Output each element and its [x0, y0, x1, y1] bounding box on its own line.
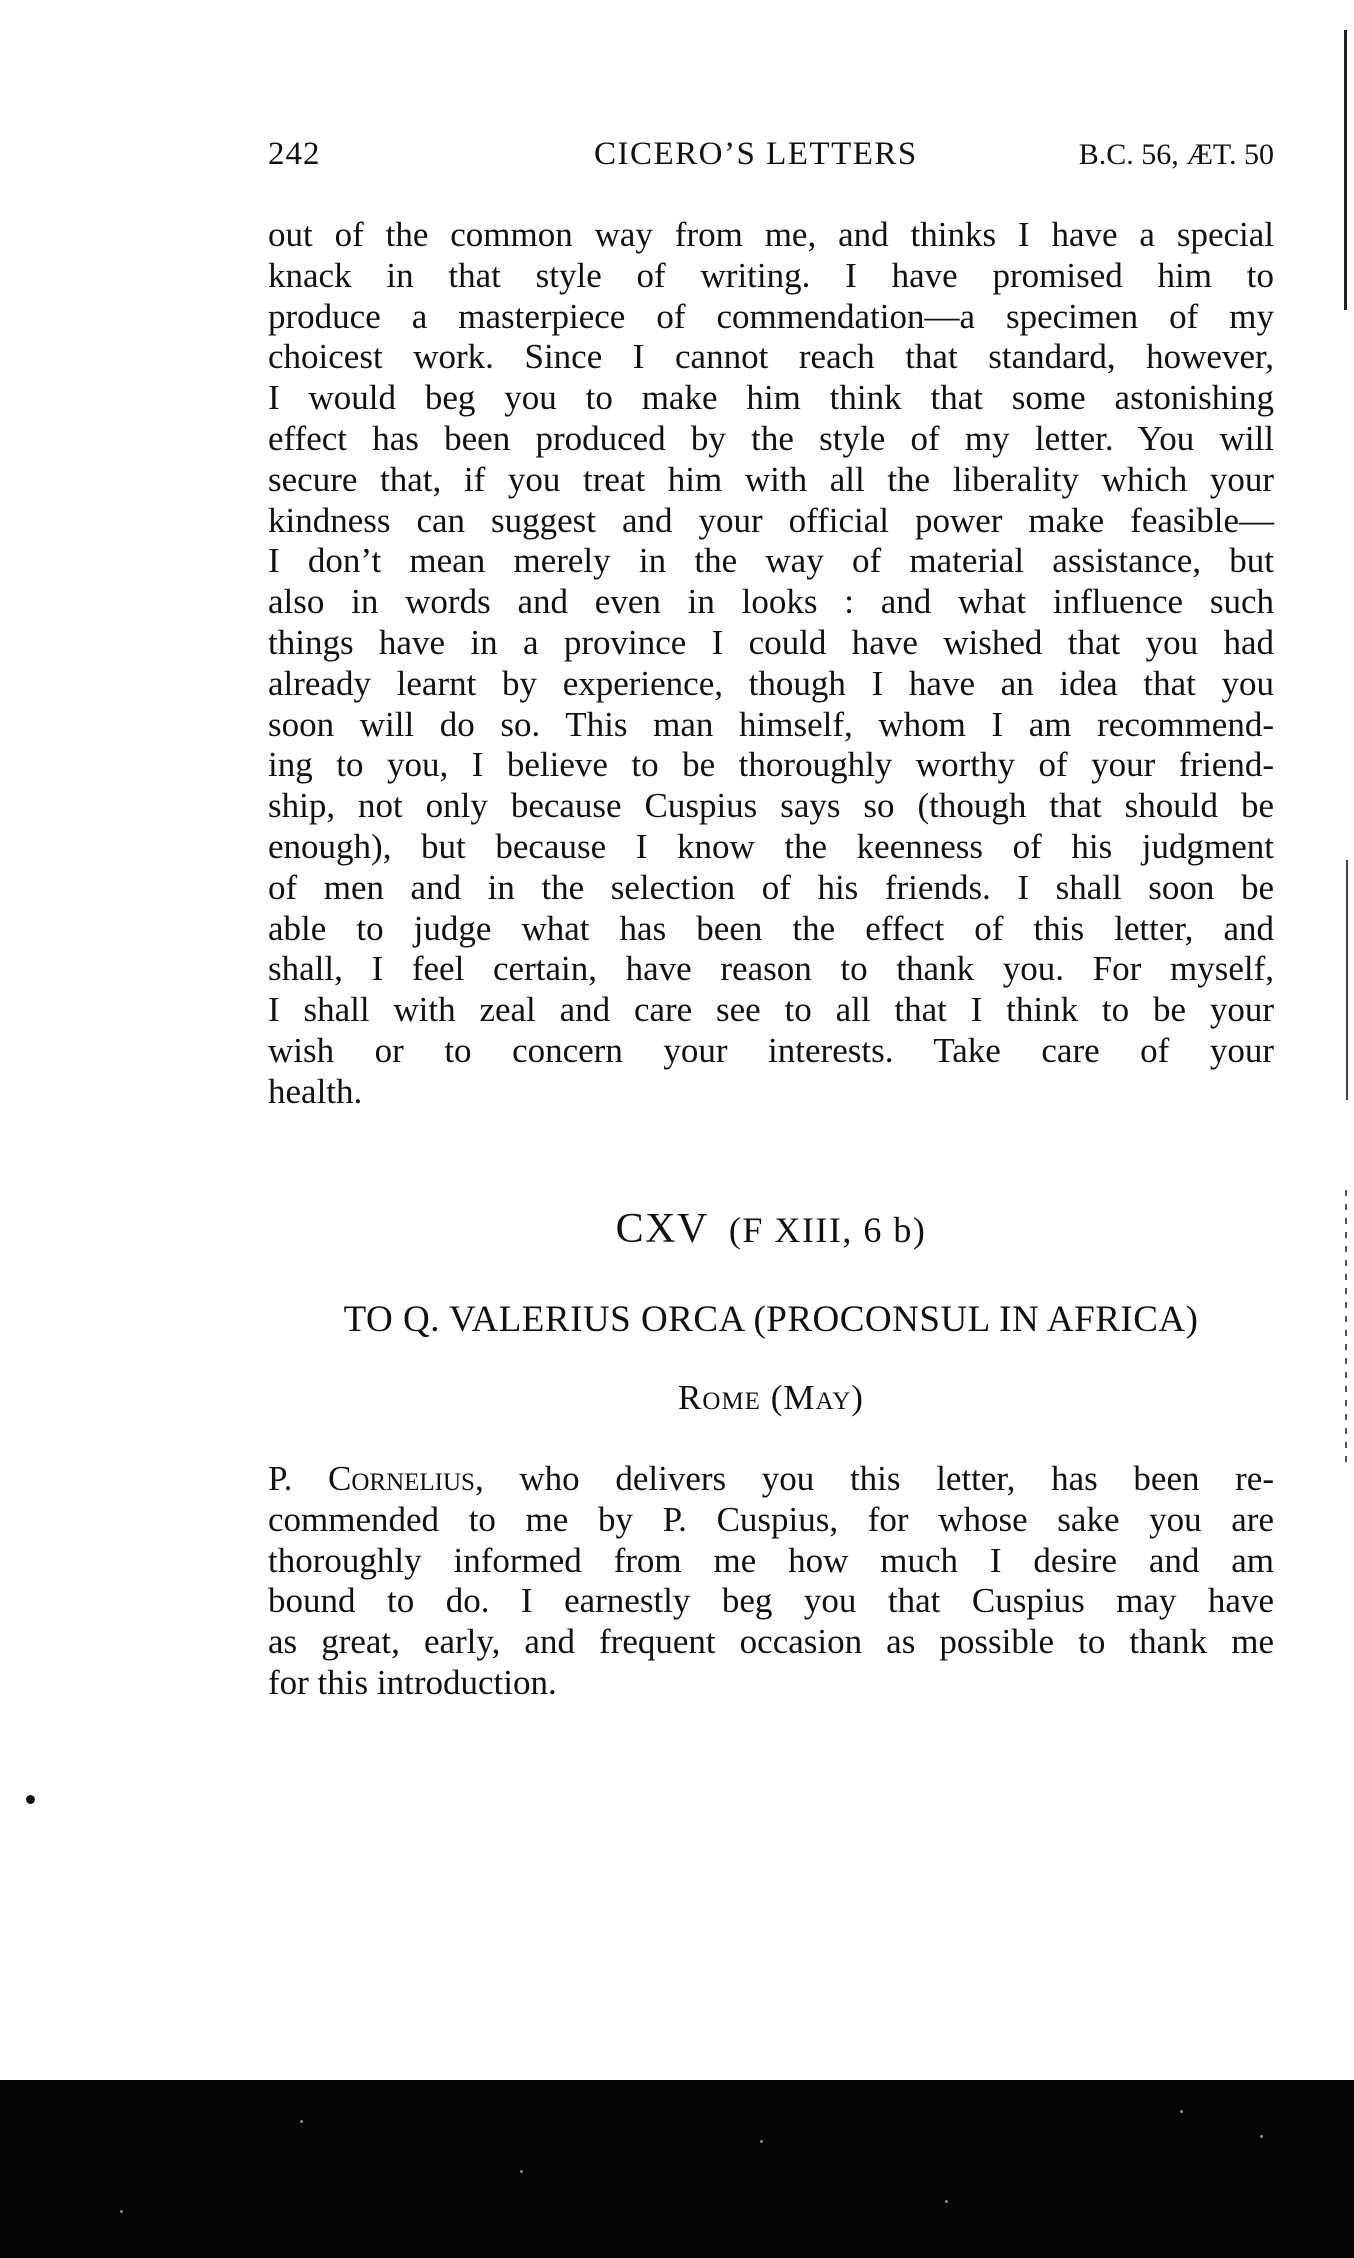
- text-line: I don’t mean merely in the way of material assistance, but: [268, 541, 1274, 581]
- text-line: able to judge what has been the effect of this letter, and: [268, 908, 1274, 948]
- margin-ink-dot: [26, 1795, 35, 1804]
- text-line: I would beg you to make him think that some astonishing: [268, 378, 1274, 418]
- text-line: effect has been produced by the style of my letter. You will: [268, 418, 1274, 458]
- letter-place-date: Rome (May): [678, 1378, 864, 1417]
- text-line: secure that, if you treat him with all the liberality which your: [268, 459, 1274, 499]
- band-fleck: [1180, 2110, 1183, 2113]
- letter-reference-number: 6 b): [863, 1210, 927, 1250]
- text-line: things have in a province I could have wished that you had: [268, 622, 1274, 662]
- text-line: already learnt by experience, though I have an idea that you: [268, 663, 1274, 703]
- scan-right-edge-dashes: [1345, 1190, 1347, 1470]
- text-line: I shall with zeal and care see to all that I think to be your: [268, 990, 1274, 1030]
- text-line: soon will do so. This man himself, whom I am recommend-: [268, 704, 1274, 744]
- letter-reference-source: F XIII,: [742, 1210, 853, 1250]
- letter-body-paragraph: [268, 1459, 1274, 1704]
- text-line: bound to do. I earnestly beg you that Cuspius may have: [268, 1581, 1274, 1621]
- text-line: ship, not only because Cuspius says so (though that should be: [268, 786, 1274, 826]
- band-fleck: [945, 2200, 948, 2203]
- running-title: CICERO’S LETTERS: [594, 136, 918, 172]
- scan-right-edge-line-lower: [1346, 860, 1348, 1100]
- running-header: [268, 136, 1274, 186]
- running-date: B.C. 56, ÆT. 50: [1078, 138, 1274, 171]
- band-fleck: [300, 2120, 303, 2123]
- text-line-rest: who delivers you this letter, has been re-: [519, 1459, 1274, 1498]
- band-fleck: [1260, 2135, 1263, 2138]
- band-fleck: [120, 2210, 123, 2213]
- band-fleck: [520, 2170, 523, 2173]
- text-line: out of the common way from me, and thinks I have a special: [268, 215, 1274, 254]
- text-line: wish or to concern your interests. Take care of your: [268, 1030, 1274, 1070]
- text-line: shall, I feel certain, have reason to thank you. For myself,: [268, 949, 1274, 989]
- letter-recipient: TO Q. VALERIUS ORCA (PROCONSUL IN AFRICA): [343, 1299, 1199, 1340]
- letter-reference: [729, 1210, 926, 1250]
- text-line: thoroughly informed from me how much I desire and am: [268, 1540, 1274, 1580]
- text-line: for this introduction.: [268, 1662, 557, 1702]
- continuation-paragraph: [268, 215, 1274, 1113]
- text-line: kindness can suggest and your official power make feasible—: [268, 500, 1274, 540]
- text-line: as great, early, and frequent occasion as possible to thank me: [268, 1622, 1274, 1662]
- page-number: 242: [268, 136, 321, 172]
- scan-right-edge-line: [1344, 30, 1347, 310]
- scan-bottom-band: [0, 2080, 1354, 2258]
- text-line: enough), but because I know the keenness of his judgment: [268, 826, 1274, 866]
- text-line: choicest work. Since I cannot reach that standard, however,: [268, 337, 1274, 377]
- text-line: of men and in the selection of his friends. I shall soon be: [268, 867, 1274, 907]
- letter-reference-open: (: [728, 1210, 743, 1250]
- text-line: health.: [268, 1071, 363, 1111]
- text-line: produce a masterpiece of commendation—a specimen of my: [268, 296, 1274, 336]
- text-line: [268, 1459, 1274, 1500]
- text-line: knack in that style of writing. I have promised him to: [268, 255, 1274, 295]
- letter-number-heading: [268, 1205, 1274, 1253]
- text-line: ing to you, I believe to be thoroughly worthy of your friend-: [268, 745, 1274, 785]
- text-line: commended to me by P. Cuspius, for whose sake you are: [268, 1499, 1274, 1539]
- lead-name: P. Cornelius,: [268, 1459, 484, 1498]
- band-fleck: [760, 2140, 763, 2143]
- text-line: also in words and even in looks : and what influence such: [268, 582, 1274, 622]
- letter-number: CXV: [615, 1206, 709, 1252]
